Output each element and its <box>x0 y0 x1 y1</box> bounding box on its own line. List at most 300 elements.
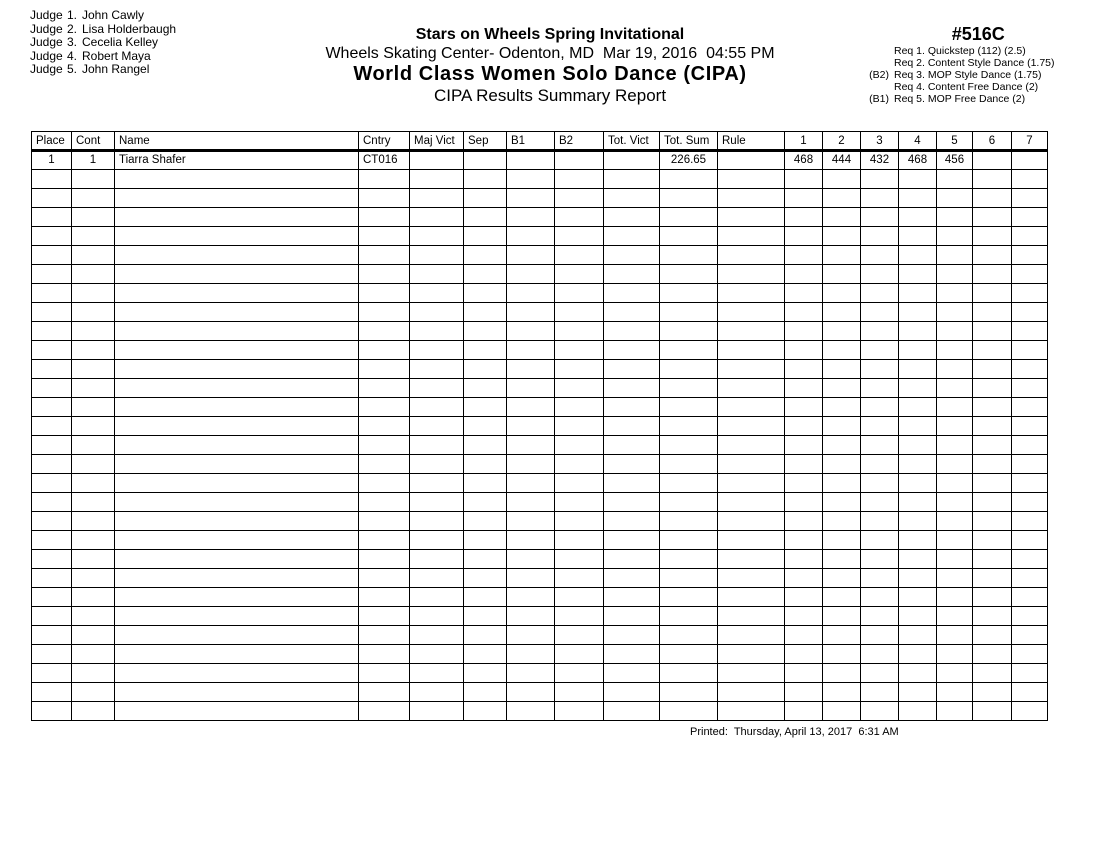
cell-judge-4 <box>899 436 937 455</box>
cell-rule <box>718 683 785 702</box>
cell-maj-vict <box>410 303 464 322</box>
cell-judge-2 <box>823 531 861 550</box>
cell-cntry <box>359 664 410 683</box>
cell-b2 <box>555 569 604 588</box>
cell-judge-6 <box>973 664 1012 683</box>
cell-judge-1 <box>785 360 823 379</box>
cell-judge-3 <box>861 493 899 512</box>
cell-judge-5 <box>937 474 973 493</box>
cell-judge-3 <box>861 170 899 189</box>
cell-judge-3 <box>861 265 899 284</box>
cell-b2 <box>555 227 604 246</box>
cell-judge-7 <box>1012 493 1048 512</box>
cell-place <box>32 474 72 493</box>
cell-judge-4 <box>899 607 937 626</box>
cell-place <box>32 512 72 531</box>
cell-judge-7 <box>1012 360 1048 379</box>
results-table <box>31 131 1048 721</box>
table-row-empty <box>32 303 1048 322</box>
cell-judge-7 <box>1012 436 1048 455</box>
cell-judge-2 <box>823 322 861 341</box>
cell-judge-7 <box>1012 398 1048 417</box>
cell-name <box>115 322 359 341</box>
col-header-judge-2: 2 <box>823 132 861 151</box>
cell-cont <box>72 360 115 379</box>
cell-name <box>115 626 359 645</box>
cell-tot-vict <box>604 341 660 360</box>
cell-rule <box>718 455 785 474</box>
cell-b2 <box>555 645 604 664</box>
cell-cntry <box>359 645 410 664</box>
cell-judge-2 <box>823 398 861 417</box>
cell-cntry <box>359 341 410 360</box>
col-header-judge-5: 5 <box>937 132 973 151</box>
cell-name <box>115 607 359 626</box>
cell-judge-7 <box>1012 189 1048 208</box>
cell-b2 <box>555 284 604 303</box>
cell-b2 <box>555 683 604 702</box>
requirement-item <box>860 69 1055 81</box>
cell-judge-7 <box>1012 455 1048 474</box>
cell-judge-4 <box>899 569 937 588</box>
cell-sep <box>464 474 507 493</box>
cell-judge-1: 468 <box>785 151 823 170</box>
cell-judge-2 <box>823 284 861 303</box>
cell-judge-6 <box>973 151 1012 170</box>
table-row-empty <box>32 550 1048 569</box>
cell-tot-sum <box>660 227 718 246</box>
cell-tot-sum <box>660 265 718 284</box>
cell-judge-7 <box>1012 341 1048 360</box>
cell-rule <box>718 474 785 493</box>
cell-judge-3 <box>861 531 899 550</box>
cell-cont <box>72 683 115 702</box>
cell-judge-4 <box>899 493 937 512</box>
requirement-text: Req 1. Quickstep (112) (2.5) <box>894 45 1026 57</box>
cell-rule <box>718 151 785 170</box>
cell-tot-vict <box>604 436 660 455</box>
cell-judge-4 <box>899 189 937 208</box>
cell-cntry: CT016 <box>359 151 410 170</box>
cell-b1 <box>507 341 555 360</box>
table-row-empty <box>32 645 1048 664</box>
cell-rule <box>718 607 785 626</box>
cell-b1 <box>507 360 555 379</box>
cell-name <box>115 493 359 512</box>
cell-b2 <box>555 455 604 474</box>
table-row-empty <box>32 417 1048 436</box>
cell-tot-vict <box>604 512 660 531</box>
judge-number: 3. <box>67 35 78 49</box>
cell-judge-3 <box>861 645 899 664</box>
cell-cont <box>72 626 115 645</box>
cell-judge-2 <box>823 702 861 721</box>
cell-judge-1 <box>785 341 823 360</box>
cell-b2 <box>555 189 604 208</box>
col-header-judge-1: 1 <box>785 132 823 151</box>
cell-maj-vict <box>410 151 464 170</box>
cell-maj-vict <box>410 550 464 569</box>
cell-maj-vict <box>410 702 464 721</box>
cell-cntry <box>359 227 410 246</box>
cell-tot-vict <box>604 227 660 246</box>
cell-b1 <box>507 607 555 626</box>
table-row-empty <box>32 379 1048 398</box>
table-row-empty <box>32 227 1048 246</box>
cell-tot-vict <box>604 398 660 417</box>
cell-place <box>32 645 72 664</box>
division-title: World Class Women Solo Dance (CIPA) <box>353 63 747 85</box>
cell-judge-5 <box>937 493 973 512</box>
cell-tot-sum <box>660 626 718 645</box>
cell-cntry <box>359 379 410 398</box>
cell-judge-1 <box>785 227 823 246</box>
table-row-empty <box>32 455 1048 474</box>
cell-judge-2 <box>823 493 861 512</box>
cell-judge-6 <box>973 626 1012 645</box>
cell-judge-4 <box>899 322 937 341</box>
cell-cntry <box>359 588 410 607</box>
cell-cont <box>72 493 115 512</box>
cell-place <box>32 284 72 303</box>
cell-judge-6 <box>973 569 1012 588</box>
cell-tot-vict <box>604 607 660 626</box>
cell-b1 <box>507 322 555 341</box>
cell-judge-3 <box>861 284 899 303</box>
cell-judge-5 <box>937 189 973 208</box>
cell-tot-sum <box>660 493 718 512</box>
judge-number: 4. <box>67 48 78 63</box>
cell-maj-vict <box>410 208 464 227</box>
report-title: CIPA Results Summary Report <box>433 86 667 105</box>
cell-name <box>115 588 359 607</box>
cell-judge-5 <box>937 398 973 417</box>
cell-maj-vict <box>410 607 464 626</box>
cell-rule <box>718 284 785 303</box>
cell-judge-4 <box>899 246 937 265</box>
cell-name <box>115 683 359 702</box>
cell-name <box>115 227 359 246</box>
judge-number: 1. <box>67 8 78 22</box>
cell-rule <box>718 493 785 512</box>
cell-cont <box>72 550 115 569</box>
col-header-rule: Rule <box>718 132 785 151</box>
table-row-empty <box>32 588 1048 607</box>
cell-tot-sum <box>660 303 718 322</box>
cell-judge-4 <box>899 550 937 569</box>
cell-judge-7 <box>1012 322 1048 341</box>
cell-sep <box>464 227 507 246</box>
cell-tot-sum <box>660 645 718 664</box>
cell-judge-2 <box>823 246 861 265</box>
cell-place <box>32 341 72 360</box>
cell-cntry <box>359 322 410 341</box>
cell-tot-vict <box>604 474 660 493</box>
cell-maj-vict <box>410 436 464 455</box>
cell-judge-5 <box>937 531 973 550</box>
cell-tot-vict <box>604 588 660 607</box>
cell-tot-sum <box>660 531 718 550</box>
cell-place <box>32 664 72 683</box>
cell-sep <box>464 284 507 303</box>
cell-rule <box>718 303 785 322</box>
cell-judge-3 <box>861 227 899 246</box>
cell-cntry <box>359 398 410 417</box>
cell-judge-7 <box>1012 170 1048 189</box>
cell-b2 <box>555 550 604 569</box>
cell-maj-vict <box>410 645 464 664</box>
cell-rule <box>718 626 785 645</box>
cell-cntry <box>359 550 410 569</box>
cell-cont <box>72 569 115 588</box>
cell-name <box>115 512 359 531</box>
cell-judge-4 <box>899 379 937 398</box>
cell-rule <box>718 227 785 246</box>
cell-place <box>32 303 72 322</box>
cell-judge-1 <box>785 683 823 702</box>
cell-judge-1 <box>785 208 823 227</box>
col-header-tot-sum: Tot. Sum <box>660 132 718 151</box>
table-header-row <box>32 132 1048 151</box>
cell-judge-4 <box>899 702 937 721</box>
cell-judge-3 <box>861 436 899 455</box>
cell-judge-6 <box>973 303 1012 322</box>
cell-place <box>32 626 72 645</box>
cell-sep <box>464 170 507 189</box>
cell-sep <box>464 683 507 702</box>
cell-b2 <box>555 322 604 341</box>
cell-tot-sum <box>660 246 718 265</box>
requirement-item <box>860 81 1055 93</box>
cell-place <box>32 170 72 189</box>
cell-cntry <box>359 189 410 208</box>
requirement-text: Req 2. Content Style Dance (1.75) <box>894 57 1055 69</box>
cell-judge-2 <box>823 683 861 702</box>
cell-judge-6 <box>973 702 1012 721</box>
cell-judge-4 <box>899 398 937 417</box>
cell-name <box>115 398 359 417</box>
cell-sep <box>464 189 507 208</box>
cell-judge-7 <box>1012 151 1048 170</box>
cell-judge-5 <box>937 265 973 284</box>
cell-judge-6 <box>973 208 1012 227</box>
cell-sep <box>464 265 507 284</box>
judge-label: Judge <box>30 62 63 76</box>
cell-judge-2 <box>823 341 861 360</box>
cell-judge-3 <box>861 683 899 702</box>
cell-b2 <box>555 474 604 493</box>
cell-judge-1 <box>785 436 823 455</box>
col-header-cntry: Cntry <box>359 132 410 151</box>
cell-b2 <box>555 436 604 455</box>
cell-place <box>32 265 72 284</box>
cell-sep <box>464 607 507 626</box>
cell-cntry <box>359 417 410 436</box>
col-header-b1: B1 <box>507 132 555 151</box>
cell-judge-7 <box>1012 588 1048 607</box>
cell-sep <box>464 664 507 683</box>
cell-tot-sum <box>660 208 718 227</box>
cell-judge-7 <box>1012 246 1048 265</box>
cell-judge-2 <box>823 455 861 474</box>
cell-tot-vict <box>604 208 660 227</box>
cell-tot-vict <box>604 189 660 208</box>
col-header-sep: Sep <box>464 132 507 151</box>
cell-judge-1 <box>785 170 823 189</box>
cell-judge-6 <box>973 417 1012 436</box>
cell-b1 <box>507 702 555 721</box>
cell-tot-sum <box>660 455 718 474</box>
cell-judge-3 <box>861 379 899 398</box>
cell-judge-6 <box>973 322 1012 341</box>
cell-place <box>32 569 72 588</box>
cell-maj-vict <box>410 379 464 398</box>
cell-rule <box>718 550 785 569</box>
cell-judge-5 <box>937 170 973 189</box>
requirement-item <box>860 45 1055 57</box>
cell-maj-vict <box>410 398 464 417</box>
table-row-empty <box>32 322 1048 341</box>
cell-judge-2 <box>823 265 861 284</box>
cell-b1 <box>507 208 555 227</box>
cell-maj-vict <box>410 284 464 303</box>
cell-name <box>115 189 359 208</box>
cell-judge-7 <box>1012 474 1048 493</box>
cell-judge-1 <box>785 265 823 284</box>
cell-maj-vict <box>410 664 464 683</box>
cell-sep <box>464 360 507 379</box>
cell-judge-4 <box>899 227 937 246</box>
cell-judge-3 <box>861 588 899 607</box>
cell-b1 <box>507 303 555 322</box>
cell-judge-3 <box>861 360 899 379</box>
cell-name <box>115 550 359 569</box>
cell-judge-3 <box>861 626 899 645</box>
cell-judge-4 <box>899 455 937 474</box>
cell-judge-6 <box>973 645 1012 664</box>
col-header-b2: B2 <box>555 132 604 151</box>
cell-judge-3 <box>861 607 899 626</box>
judge-name: John Cawly <box>82 8 145 22</box>
cell-judge-1 <box>785 550 823 569</box>
cell-maj-vict <box>410 588 464 607</box>
cell-cont <box>72 303 115 322</box>
cell-name <box>115 664 359 683</box>
cell-place <box>32 607 72 626</box>
cell-tot-vict <box>604 664 660 683</box>
cell-tot-sum <box>660 683 718 702</box>
cell-b2 <box>555 588 604 607</box>
cell-judge-5 <box>937 303 973 322</box>
cell-judge-7 <box>1012 284 1048 303</box>
cell-cntry <box>359 493 410 512</box>
cell-judge-2 <box>823 588 861 607</box>
cell-judge-1 <box>785 569 823 588</box>
col-header-judge-3: 3 <box>861 132 899 151</box>
cell-cont <box>72 474 115 493</box>
cell-rule <box>718 417 785 436</box>
cell-judge-1 <box>785 417 823 436</box>
col-header-tot-vict: Tot. Vict <box>604 132 660 151</box>
cell-judge-1 <box>785 246 823 265</box>
cell-sep <box>464 303 507 322</box>
cell-name <box>115 531 359 550</box>
cell-cont <box>72 208 115 227</box>
cell-cntry <box>359 512 410 531</box>
cell-judge-6 <box>973 683 1012 702</box>
cell-tot-sum <box>660 341 718 360</box>
cell-judge-6 <box>973 265 1012 284</box>
cell-rule <box>718 265 785 284</box>
table-row-empty <box>32 683 1048 702</box>
requirement-prefix <box>860 45 889 57</box>
cell-judge-7 <box>1012 550 1048 569</box>
cell-place <box>32 702 72 721</box>
cell-cont <box>72 227 115 246</box>
cell-place <box>32 683 72 702</box>
cell-judge-2 <box>823 512 861 531</box>
cell-judge-6 <box>973 360 1012 379</box>
cell-sep <box>464 341 507 360</box>
cell-place <box>32 246 72 265</box>
printed-timestamp: Printed: Thursday, April 13, 2017 6:31 AM <box>690 726 899 738</box>
cell-judge-1 <box>785 588 823 607</box>
cell-judge-3 <box>861 341 899 360</box>
cell-judge-1 <box>785 189 823 208</box>
cell-tot-vict <box>604 493 660 512</box>
cell-cont <box>72 284 115 303</box>
cell-judge-1 <box>785 607 823 626</box>
cell-sep <box>464 398 507 417</box>
col-header-place: Place <box>32 132 72 151</box>
cell-b1 <box>507 170 555 189</box>
cell-cont <box>72 607 115 626</box>
cell-b1 <box>507 436 555 455</box>
cell-b1 <box>507 227 555 246</box>
cell-b2 <box>555 170 604 189</box>
cell-b2 <box>555 303 604 322</box>
cell-judge-4 <box>899 683 937 702</box>
cell-tot-sum <box>660 417 718 436</box>
table-row-empty <box>32 398 1048 417</box>
cell-maj-vict <box>410 474 464 493</box>
cell-b2 <box>555 493 604 512</box>
cell-judge-2 <box>823 607 861 626</box>
cell-tot-vict <box>604 626 660 645</box>
cell-place <box>32 379 72 398</box>
cell-cntry <box>359 284 410 303</box>
cell-name <box>115 360 359 379</box>
cell-judge-4 <box>899 626 937 645</box>
cell-place: 1 <box>32 151 72 170</box>
cell-maj-vict <box>410 246 464 265</box>
cell-tot-sum <box>660 569 718 588</box>
cell-judge-5 <box>937 322 973 341</box>
cell-rule <box>718 322 785 341</box>
event-title: Stars on Wheels Spring Invitational <box>415 26 685 43</box>
cell-b1 <box>507 531 555 550</box>
cell-judge-5 <box>937 512 973 531</box>
cell-cont: 1 <box>72 151 115 170</box>
cell-place <box>32 417 72 436</box>
cell-tot-vict <box>604 322 660 341</box>
cell-tot-sum <box>660 550 718 569</box>
cell-judge-3 <box>861 512 899 531</box>
table-row-empty <box>32 208 1048 227</box>
event-number: #516C <box>951 24 1005 44</box>
cell-judge-6 <box>973 474 1012 493</box>
cell-b1 <box>507 455 555 474</box>
